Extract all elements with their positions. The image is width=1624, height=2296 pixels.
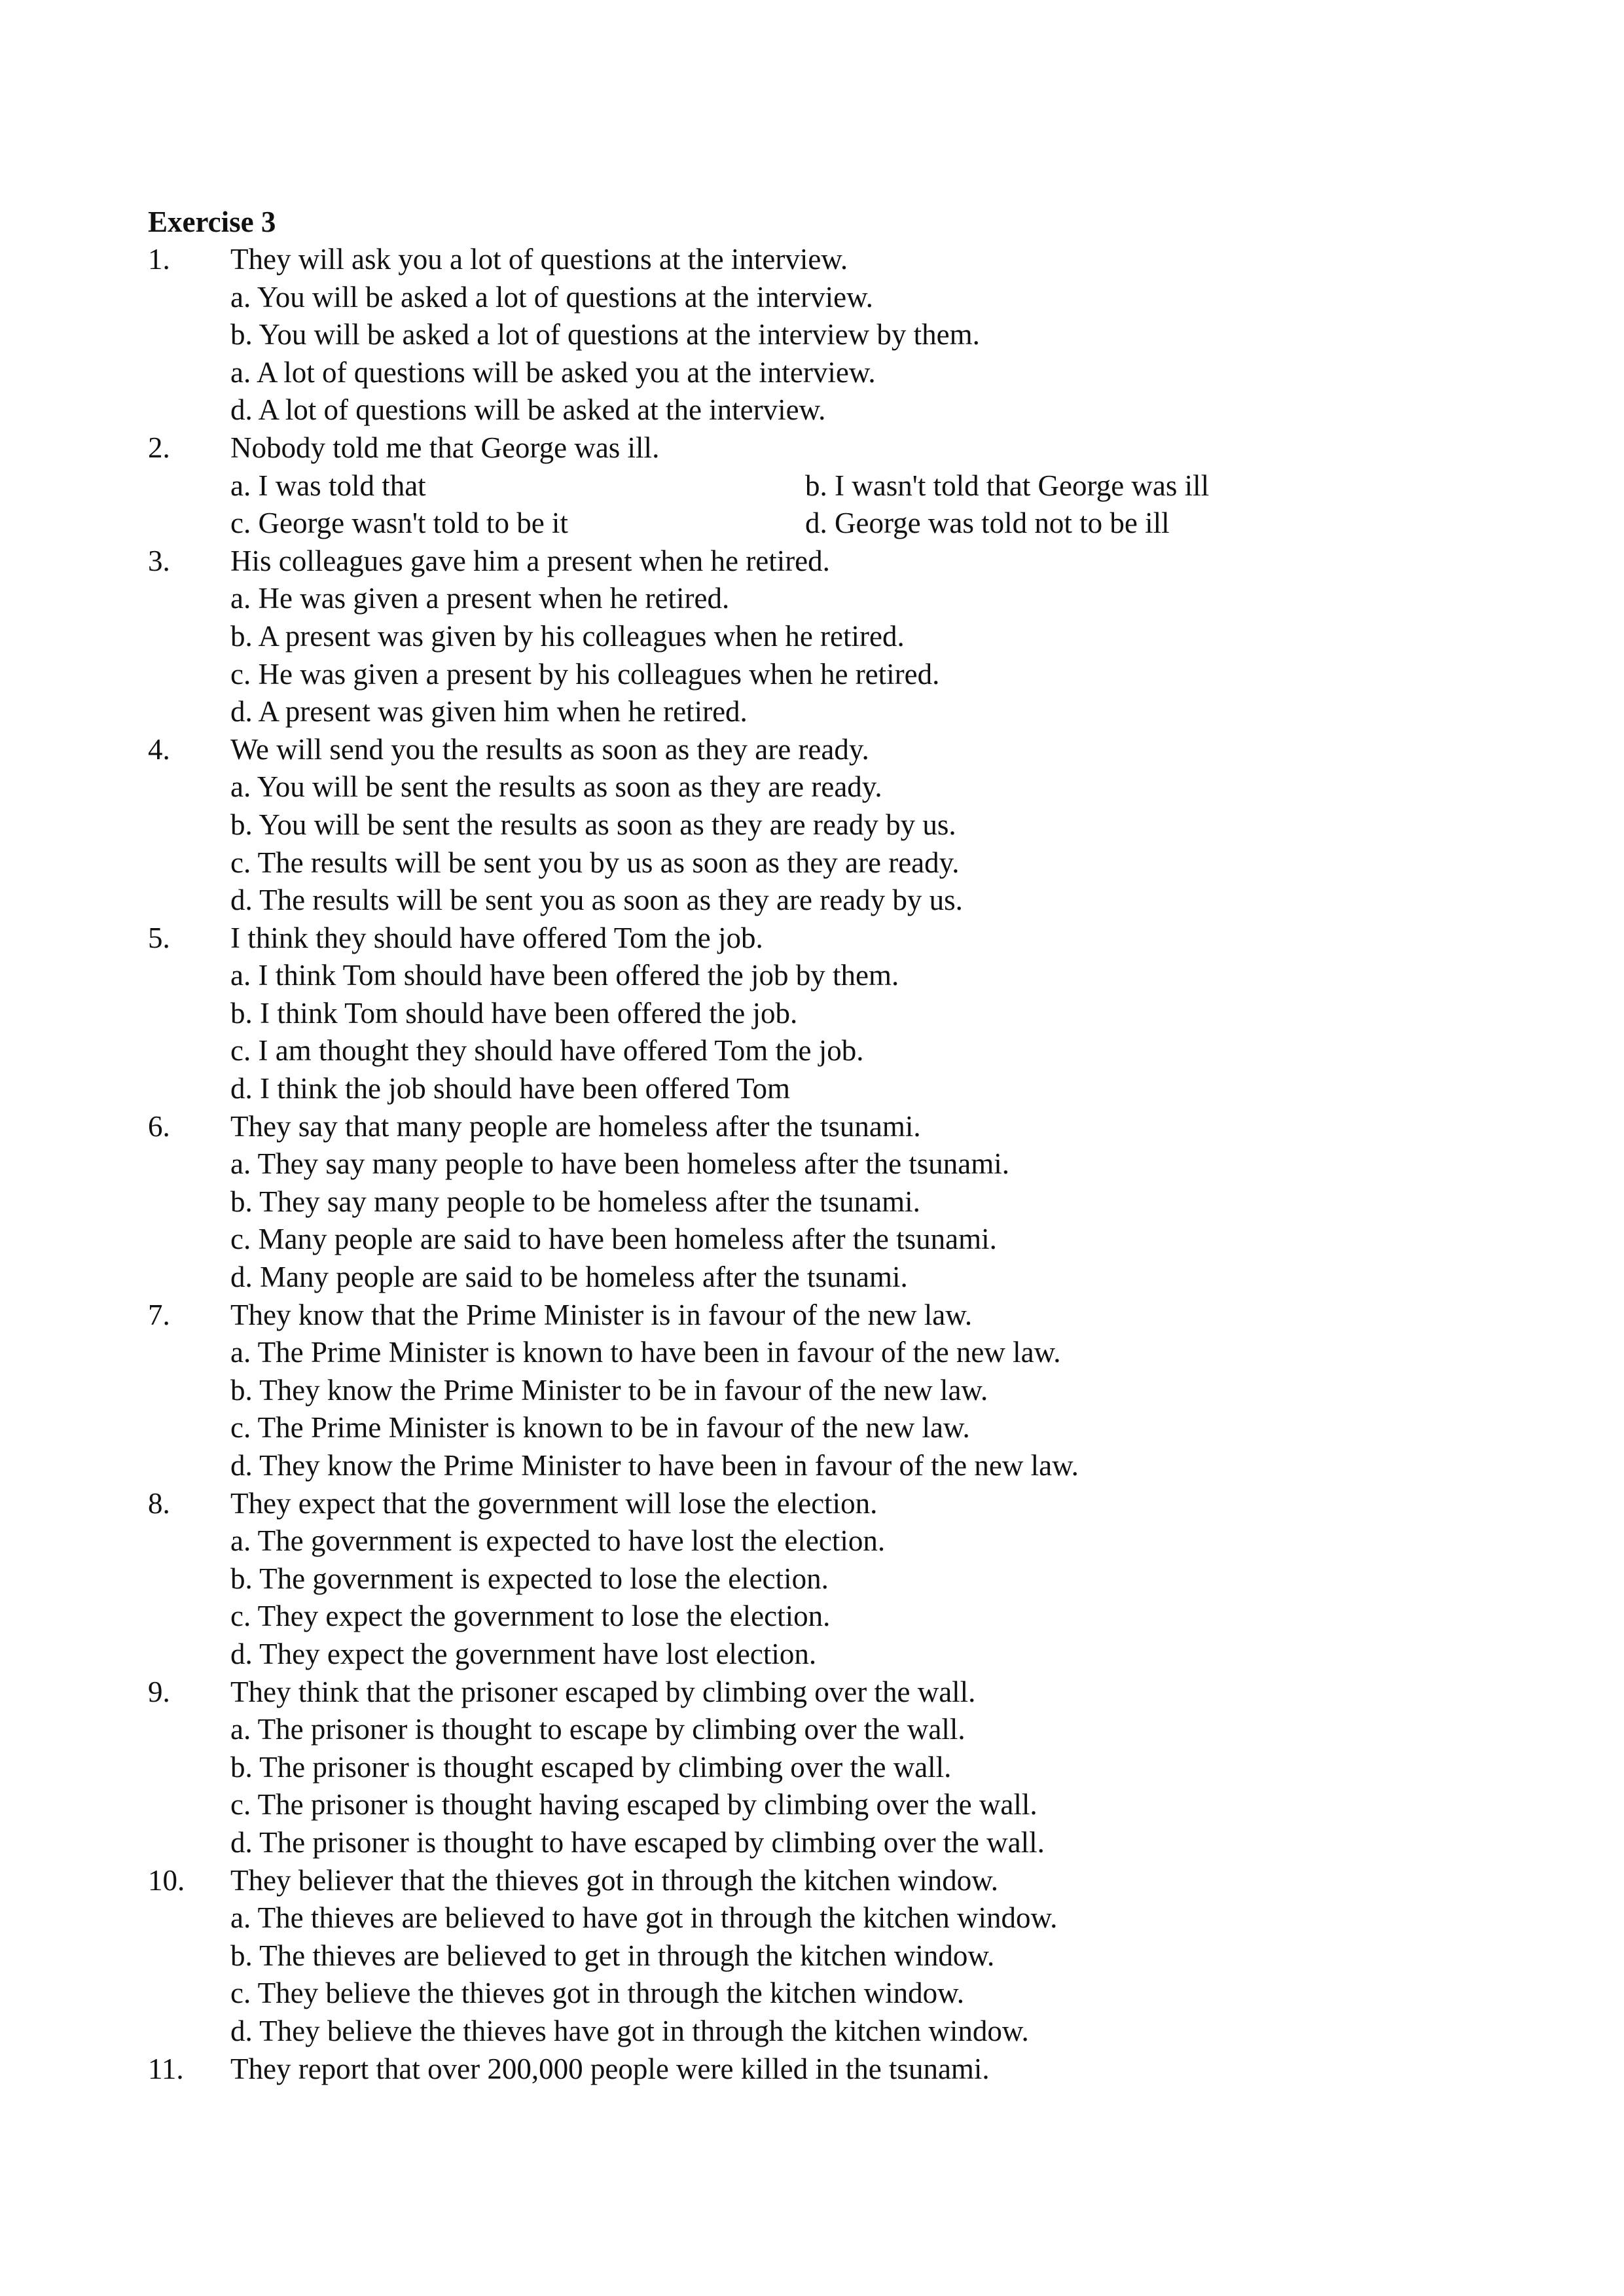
option-text: b. The government is expected to lose the election. xyxy=(230,1562,829,1595)
option-row xyxy=(148,618,1523,656)
question-number: 8. xyxy=(148,1486,170,1520)
option-text: c. The results will be sent you by us as soon as they are ready. xyxy=(230,846,960,879)
option-text: b. The thieves are believed to get in through the kitchen window. xyxy=(230,1939,995,1972)
option-text: a. He was given a present when he retired. xyxy=(230,582,730,615)
question-number: 3. xyxy=(148,544,170,577)
option-text: a. The thieves are believed to have got in through the kitchen window. xyxy=(230,1901,1058,1935)
question-row xyxy=(148,429,1523,467)
question-row xyxy=(148,731,1523,769)
option-row xyxy=(148,957,1523,995)
question-row xyxy=(148,1485,1523,1523)
question-text: They think that the prisoner escaped by climbing over the wall. xyxy=(230,1675,976,1708)
option-text: b. The prisoner is thought escaped by climbing over the wall. xyxy=(230,1750,952,1784)
question-text: They know that the Prime Minister is in favour of the new law. xyxy=(230,1298,973,1331)
option-text: d. A present was given him when he retired. xyxy=(230,695,748,728)
option-text: d. I think the job should have been offered Tom xyxy=(230,1072,790,1105)
option-text: c. They believe the thieves got in through the kitchen window. xyxy=(230,1977,964,2010)
option-text: b. You will be sent the results as soon as they are ready by us. xyxy=(230,808,956,841)
option-text: c. They expect the government to lose the election. xyxy=(230,1600,831,1633)
option-text: a. The government is expected to have lost the election. xyxy=(230,1524,886,1558)
option-row xyxy=(148,1409,1523,1447)
option-row xyxy=(148,505,1523,543)
option-row xyxy=(148,1221,1523,1259)
option-text: c. I am thought they should have offered Tom the job. xyxy=(230,1034,864,1067)
option-row xyxy=(148,279,1523,317)
option-text: a. They say many people to have been homeless after the tsunami. xyxy=(230,1147,1010,1181)
option-row xyxy=(148,354,1523,392)
option-text: b. You will be asked a lot of questions at the interview by them. xyxy=(230,318,980,351)
question-text: We will send you the results as soon as they are ready. xyxy=(230,732,869,766)
option-row xyxy=(148,1711,1523,1749)
option-text: c. The prisoner is thought having escaped by climbing over the wall. xyxy=(230,1788,1038,1821)
option-text: d. The results will be sent you as soon as they are ready by us. xyxy=(230,884,963,917)
question-row xyxy=(148,1862,1523,1900)
option-text: c. He was given a present by his colleagues when he retired. xyxy=(230,657,940,691)
option-row xyxy=(148,316,1523,354)
question-text: His colleagues gave him a present when he retired. xyxy=(230,544,830,577)
question-number: 11. xyxy=(148,2052,184,2085)
option-row xyxy=(148,1937,1523,1975)
option-text: d. The prisoner is thought to have escaped by climbing over the wall. xyxy=(230,1825,1045,1859)
question-number: 4. xyxy=(148,732,170,766)
option-text: a. You will be sent the results as soon as they are ready. xyxy=(230,770,882,804)
question-number: 6. xyxy=(148,1109,170,1143)
option-text: a. A lot of questions will be asked you at the interview. xyxy=(230,355,876,389)
question-number: 5. xyxy=(148,921,170,954)
option-text: d. Many people are said to be homeless after the tsunami. xyxy=(230,1261,908,1294)
option-row xyxy=(148,844,1523,882)
option-row xyxy=(148,1145,1523,1183)
exercise-title: Exercise 3 xyxy=(148,206,276,238)
option-text: a. I was told that xyxy=(230,469,426,502)
option-text: d. They believe the thieves have got in through the kitchen window. xyxy=(230,2014,1029,2047)
question-number: 10. xyxy=(148,1863,185,1897)
option-row xyxy=(148,1598,1523,1636)
option-text: a. The Prime Minister is known to have been in favour of the new law. xyxy=(230,1336,1061,1369)
option-text: a. You will be asked a lot of questions at the interview. xyxy=(230,280,873,314)
option-text: b. I wasn't told that George was ill xyxy=(805,469,1210,502)
question-text: They report that over 200,000 people were killed in the tsunami. xyxy=(230,2052,990,2085)
option-row xyxy=(148,1447,1523,1485)
option-row xyxy=(148,1522,1523,1560)
option-text: d. George was told not to be ill xyxy=(805,507,1170,540)
option-row xyxy=(148,467,1523,505)
question-row xyxy=(148,543,1523,581)
option-text: c. George wasn't told to be it xyxy=(230,507,568,540)
option-row xyxy=(148,768,1523,806)
option-text: c. Many people are said to have been homeless after the tsunami. xyxy=(230,1223,997,1256)
question-number: 7. xyxy=(148,1298,170,1331)
option-text: a. I think Tom should have been offered the job by them. xyxy=(230,959,899,992)
option-text: d. A lot of questions will be asked at the interview. xyxy=(230,393,826,427)
option-row xyxy=(148,1372,1523,1410)
question-row xyxy=(148,1674,1523,1712)
question-row xyxy=(148,1108,1523,1146)
question-number: 1. xyxy=(148,243,170,276)
question-number: 9. xyxy=(148,1675,170,1708)
option-row xyxy=(148,1975,1523,2013)
question-text: They say that many people are homeless after the tsunami. xyxy=(230,1109,921,1143)
option-row xyxy=(148,1636,1523,1674)
option-row xyxy=(148,1334,1523,1372)
option-text: b. They know the Prime Minister to be in favour of the new law. xyxy=(230,1373,988,1407)
option-text: b. They say many people to be homeless after the tsunami. xyxy=(230,1185,920,1218)
option-row xyxy=(148,391,1523,429)
question-text: They will ask you a lot of questions at the interview. xyxy=(230,243,848,276)
option-row xyxy=(148,1259,1523,1297)
option-row xyxy=(148,1183,1523,1221)
question-text: I think they should have offered Tom the job. xyxy=(230,921,763,954)
option-text: c. The Prime Minister is known to be in favour of the new law. xyxy=(230,1411,970,1444)
option-text: d. They expect the government have lost election. xyxy=(230,1637,817,1670)
option-row xyxy=(148,656,1523,694)
question-text: Nobody told me that George was ill. xyxy=(230,431,660,464)
option-row xyxy=(148,1899,1523,1937)
question-row xyxy=(148,1297,1523,1335)
option-row xyxy=(148,1560,1523,1598)
option-text: b. A present was given by his colleagues when he retired. xyxy=(230,619,905,653)
option-row xyxy=(148,693,1523,731)
question-row xyxy=(148,920,1523,958)
option-row xyxy=(148,1824,1523,1862)
option-row xyxy=(148,882,1523,920)
question-text: They believer that the thieves got in through the kitchen window. xyxy=(230,1863,999,1897)
option-text: a. The prisoner is thought to escape by climbing over the wall. xyxy=(230,1713,965,1746)
option-row xyxy=(148,2013,1523,2051)
question-row xyxy=(148,2051,1523,2089)
question-text: They expect that the government will lose the election. xyxy=(230,1486,878,1520)
option-text: b. I think Tom should have been offered the job. xyxy=(230,996,798,1030)
option-row xyxy=(148,995,1523,1033)
question-row xyxy=(148,241,1523,279)
question-number: 2. xyxy=(148,431,170,464)
option-row xyxy=(148,1786,1523,1824)
option-row xyxy=(148,1070,1523,1108)
option-row xyxy=(148,806,1523,844)
option-row xyxy=(148,580,1523,618)
exercise-document xyxy=(148,203,1523,2088)
option-text: d. They know the Prime Minister to have been in favour of the new law. xyxy=(230,1449,1079,1482)
option-row xyxy=(148,1749,1523,1787)
option-row xyxy=(148,1032,1523,1070)
